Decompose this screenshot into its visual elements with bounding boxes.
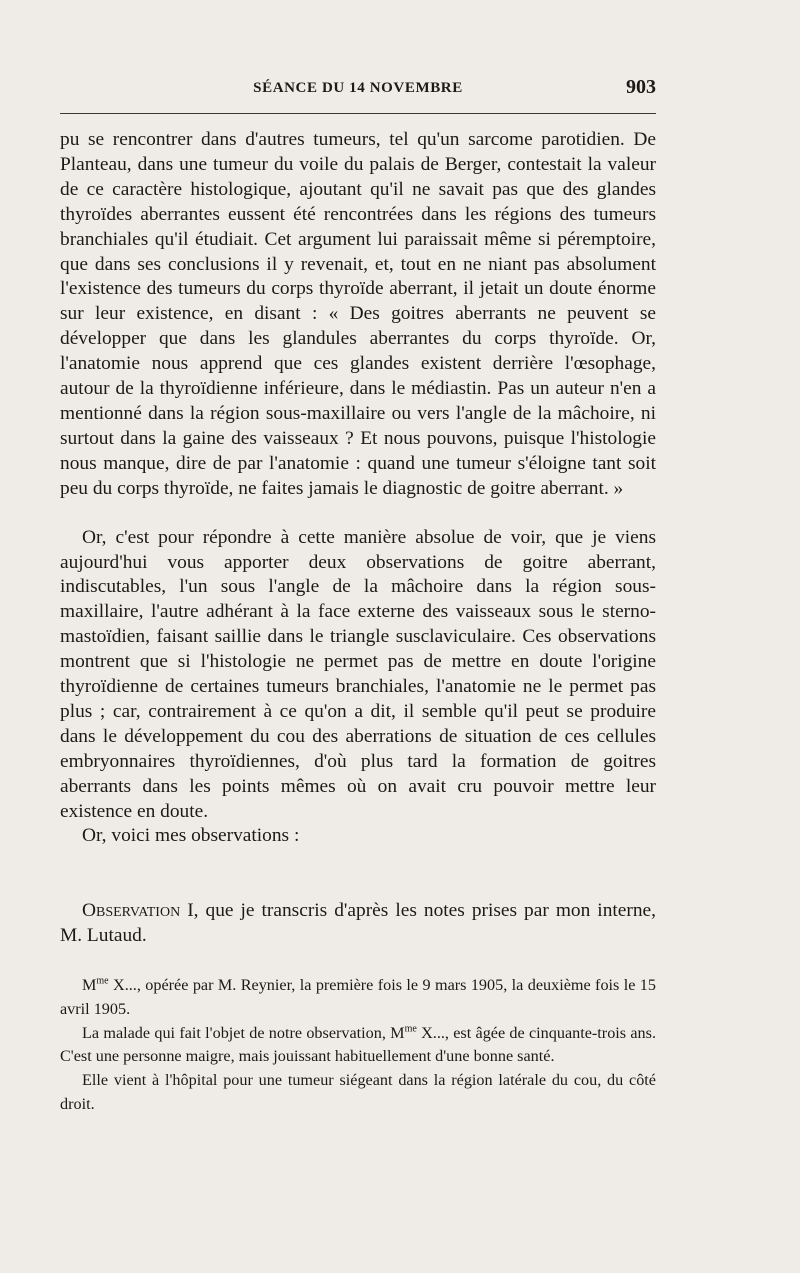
patient-title-sup: me	[96, 975, 109, 987]
observation-line-2-sup: me	[404, 1023, 417, 1035]
observation-line-1-text: X..., opérée par M. Reynier, la première fois le 9 mars 1905, la deuxième fois le 15 avril 1905.	[60, 976, 656, 1018]
observation-heading-text: que je transcris d'après les notes prises par mon interne, M. Lutaud.	[60, 900, 656, 947]
observation-label: Observation I,	[82, 900, 199, 922]
paragraph-argument: Or, c'est pour répondre à cette manière absolue de voir, que je viens aujourd'hui vous apporter deux observations de goitre aberrant, indiscutables, l'un sous l'angle de la mâchoire dans la région sous-maxillaire, l'autre adhérant à la face externe des vaisseaux sous le sterno-mastoïdien, faisant saillie dans le triangle susclaviculaire. Ces observations montrent que si l'histologie ne permet pas de mettre en doute l'origine thyroïdienne de certaines tumeurs branchiales, l'anatomie ne le permet pas plus ; car, contrairement à ce qu'on a dit, il semble qu'il peut se produire dans le développement du cou des aberrations de situation de ces cellules embryonnaires thyroïdiennes, d'où plus tard la formation de goitres aberrants dans les points mêmes où on avait cru pouvoir mettre leur existence en doute.	[60, 526, 656, 822]
running-title: SÉANCE DU 14 NOVEMBRE	[253, 80, 463, 96]
observation-line-2	[60, 1022, 656, 1069]
header-rule	[60, 113, 656, 114]
observation-line-1	[60, 974, 656, 1021]
patient-title: M	[82, 976, 97, 995]
observation-line-2-a: La malade qui fait l'objet de notre observation, M	[82, 1023, 405, 1042]
paragraph-continuation: pu se rencontrer dans d'autres tumeurs, tel qu'un sarcome parotidien. De Planteau, dans une tumeur du voile du palais de Berger, contestait la valeur de ce caractère histologique, ajoutant qu'il ne savait pas que des glandes thyroïdes aberrantes eussent été rencontrées dans les régions des tumeurs branchiales qu'il étudiait. Cet argument lui paraissait même si péremptoire, que dans ses conclusions il y revenait, et, tout en ne niant pas absolument l'existence des tumeurs du corps thyroïde aberrant, il jetait un doute énorme sur leur existence, en disant : « Des goitres aberrants ne peuvent se développer que dans les glandules aberrantes du corps thyroïde. Or, l'anatomie nous apprend que ces glandes existent derrière l'œsophage, autour de la thyroïdienne inférieure, dans le médiastin. Pas un auteur n'en a mentionné dans la région sous-maxillaire ou vers l'angle de la mâchoire, ni surtout dans la gaine des vaisseaux ? Et nous pouvons, puisque l'histologie nous manque, dire de par l'anatomie : quand une tumeur s'éloigne tant soit peu du corps thyroïde, ne faites jamais le diagnostic de goitre aberrant. »	[60, 129, 656, 499]
observation-line-2-b: X..., est âgée de cinquante-trois ans. C'est une personne maigre, mais jouissant habituellement d'une bonne santé.	[60, 1023, 656, 1066]
page-header	[60, 74, 656, 106]
observation-heading	[60, 899, 656, 949]
page-body	[60, 128, 656, 1116]
observation-line-3: Elle vient à l'hôpital pour une tumeur siégeant dans la région latérale du cou, du côté droit.	[60, 1071, 656, 1113]
page-number: 903	[626, 76, 656, 98]
paragraph-observations-intro: Or, voici mes observations :	[82, 825, 300, 847]
